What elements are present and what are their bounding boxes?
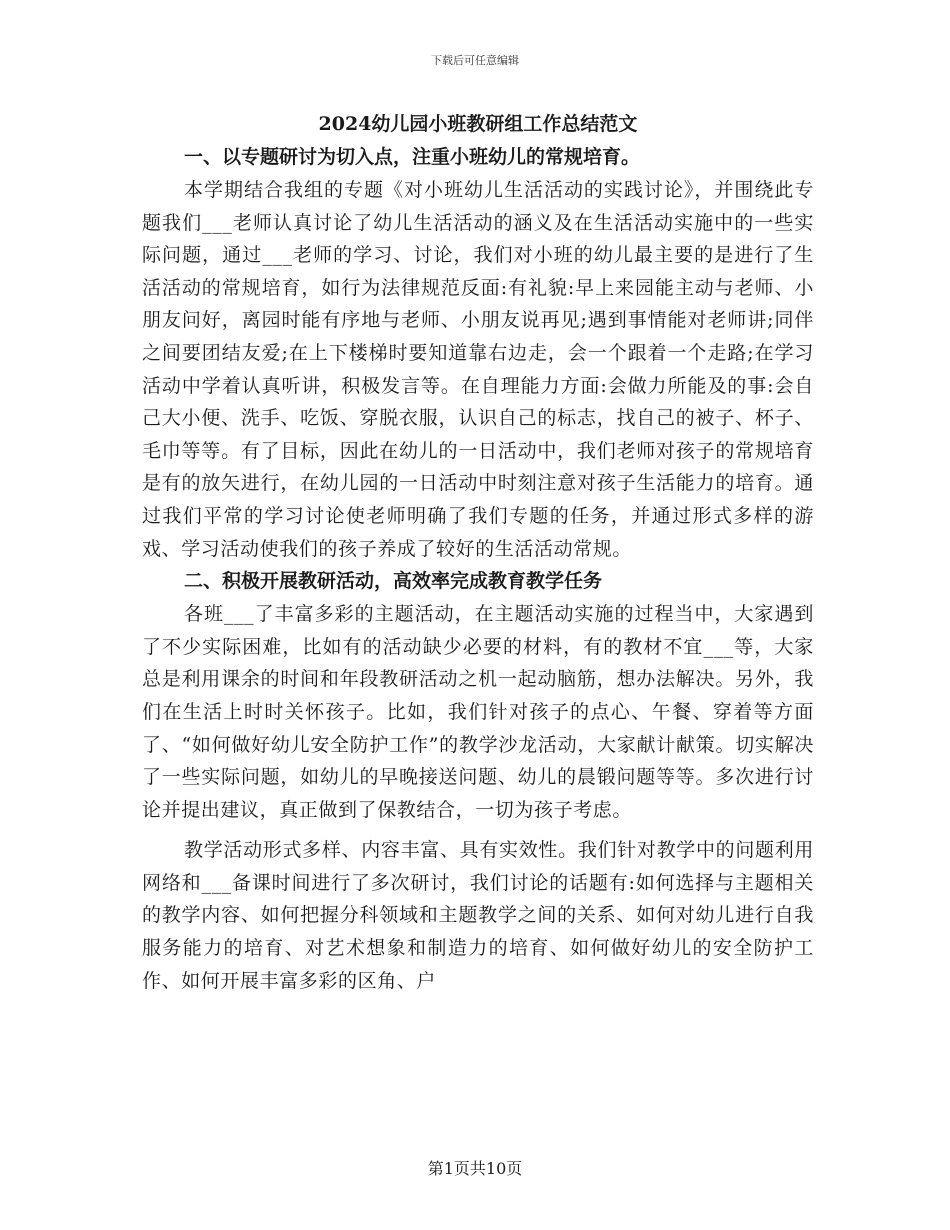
document-body [142,108,814,997]
section-1-heading: 一、以专题研讨为切入点，注重小班幼儿的常规培育。 [184,146,641,168]
section-1-paragraph: 本学期结合我组的专题《对小班幼儿生活活动的实践讨论》，并围绕此专题我们___老师认真讨论了幼儿生活活动的涵义及在生活活动实施中的一些实际问题，通过___老师的学习、讨论，我们对小班的幼儿最主要的是进行了生活活动的常规培育，如行为法律规范反面:有礼貌:早上来园能主动与老师、小朋友问好，离园时能有序地与老师、小朋友说再见;遇到事情能对老师讲;同伴之间要团结友爱;在上下楼梯时要知道靠右边走，会一个跟着一个走路;在学习活动中学着认真听讲，积极发言等。在自理能力方面:会做力所能及的事:会自己大小便、洗手、吃饭、穿脱衣服，认识自己的标志，找自己的被子、杯子、毛巾等等。有了目标，因此在幼儿的一日活动中，我们老师对孩子的常规培育是有的放矢进行，在幼儿园的一日活动中时刻注意对孩子生活能力的培育。通过我们平常的学习讨论使老师明确了我们专题的任务，并通过形式多样的游戏、学习活动使我们的孩子养成了较好的生活活动常规。 [142,179,814,560]
header-note: 下载后可任意编辑 [431,54,519,67]
document-title: 2024幼儿园小班教研组工作总结范文 [318,113,638,135]
section-2-paragraph-1: 各班___了丰富多彩的主题活动，在主题活动实施的过程当中，大家遇到了不少实际困难，比如有的活动缺少必要的材料，有的教材不宜___等，大家总是利用课余的时间和年段教研活动之机一起动脑筋，想办法解决。另外，我们在生活上时时关怀孩子。比如，我们针对孩子的点心、午餐、穿着等方面了、“如何做好幼儿安全防护工作”的教学沙龙活动，大家献计献策。切实解决了一些实际问题，如幼儿的早晚接送问题、幼儿的晨锻问题等等。多次进行讨论并提出建议，真正做到了保教结合，一切为孩子考虑。 [142,603,814,821]
paragraph-spacer [142,826,814,834]
page-footer: 第1页共10页 [427,1159,523,1178]
section-2-paragraph-2: 教学活动形式多样、内容丰富、具有实效性。我们针对教学中的问题利用网络和___备课时间进行了多次研讨，我们讨论的话题有:如何选择与主题相关的教学内容、如何把握分科领域和主题教学之间的关系、如何对幼儿进行自我服务能力的培育、对艺术想象和制造力的培育、如何做好幼儿的安全防护工作、如何开展丰富多彩的区角、户 [142,839,814,992]
section-2-heading: 二、积极开展教研活动，高效率完成教育教学任务 [184,570,603,593]
